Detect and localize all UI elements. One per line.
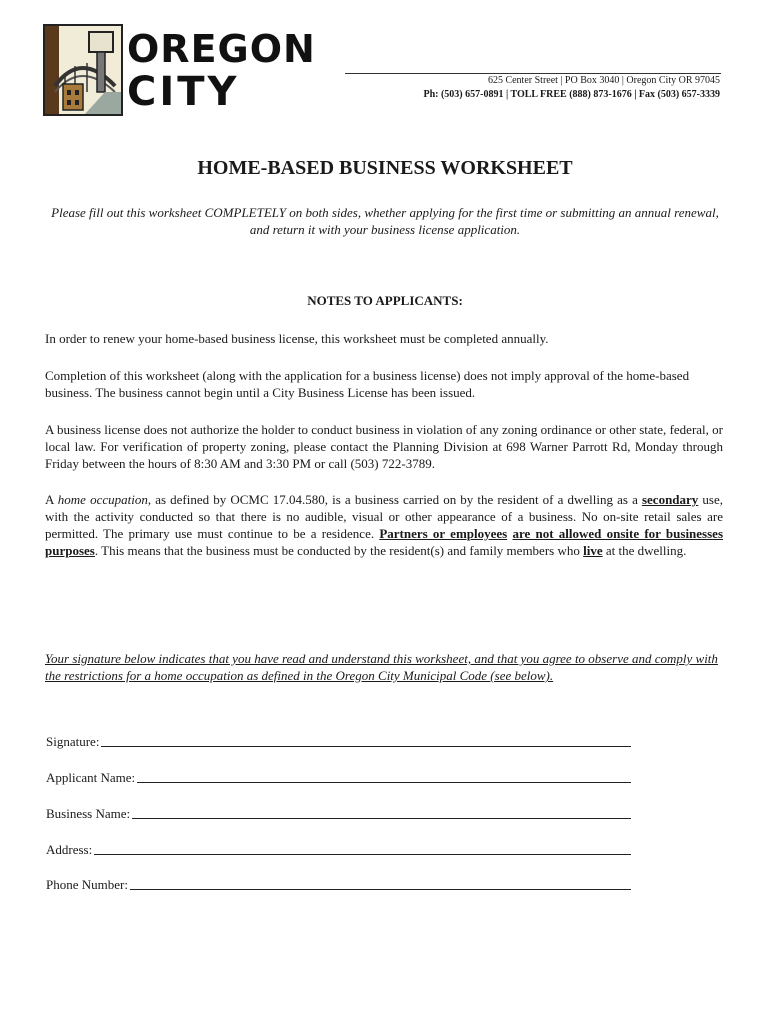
applicant-name-field[interactable] bbox=[46, 770, 631, 786]
business-name-label: Business Name: bbox=[46, 806, 131, 821]
logo-text-city: CITY bbox=[127, 69, 240, 115]
business-name-field[interactable] bbox=[46, 806, 631, 822]
business-name-line[interactable] bbox=[132, 806, 631, 819]
phone-number-line[interactable] bbox=[130, 877, 631, 890]
page-title: HOME-BASED BUSINESS WORKSHEET bbox=[197, 157, 573, 179]
oregon-city-logo bbox=[43, 24, 343, 116]
note-home-occupation: A home occupation, as defined by OCMC 17.04.580, is a business carried on by the resident of a dwelling as a secondary use, with the activity conducted so that there is no audible, visual or other appearance of a business. No on-site retail sales are permitted. The primary use must continue to be a residence. Partners or employees are not allowed onsite for businesses purposes. This means that the business must be conducted by the resident(s) and family members who live at the dwelling. bbox=[45, 492, 724, 558]
address-line[interactable] bbox=[94, 842, 631, 855]
signature-agreement: Your signature below indicates that you have read and understand this worksheet, and that you agree to observe and comply with the restrictions for a home occupation as defined in the Oregon City Municipal Code (see below). bbox=[45, 651, 718, 683]
bridge-icon bbox=[45, 26, 121, 114]
header-divider bbox=[345, 73, 721, 74]
signature-field[interactable] bbox=[46, 734, 631, 750]
note-renewal: In order to renew your home-based business license, this worksheet must be completed annually. bbox=[45, 331, 549, 346]
applicant-name-line[interactable] bbox=[137, 770, 631, 783]
signature-label: Signature: bbox=[46, 734, 100, 749]
signature-line[interactable] bbox=[101, 734, 631, 747]
address-field[interactable] bbox=[46, 842, 631, 858]
applicant-name-label: Applicant Name: bbox=[46, 770, 136, 785]
office-address: 625 Center Street | PO Box 3040 | Oregon City OR 97045 bbox=[487, 75, 720, 86]
intro-instructions: Please fill out this worksheet COMPLETELY on both sides, whether applying for the first time or submitting an annual renewal, and return it with your business license application. bbox=[51, 205, 719, 237]
notes-heading: NOTES TO APPLICANTS: bbox=[307, 293, 463, 308]
note-approval: Completion of this worksheet (along with the application for a business license) does not imply approval of the home-based business. The business cannot begin until a City Business License has been issued. bbox=[45, 368, 690, 400]
address-label: Address: bbox=[46, 842, 93, 857]
logo-emblem bbox=[43, 24, 123, 116]
contact-numbers: Ph: (503) 657-0891 | TOLL FREE (888) 873-1676 | Fax (503) 657-3339 bbox=[423, 89, 720, 100]
phone-number-label: Phone Number: bbox=[46, 877, 128, 892]
note-zoning: A business license does not authorize the holder to conduct business in violation of any zoning ordinance or other state, federal, or local law. For verification of property zoning, please contact the Planning Division at 698 Warner Parrott Rd, Monday through Friday between the hours of 8:30 AM and 3:30 PM or call (503) 722-3789. bbox=[45, 422, 723, 471]
logo-text-oregon: OREGON bbox=[127, 27, 316, 71]
phone-number-field[interactable] bbox=[46, 877, 631, 893]
